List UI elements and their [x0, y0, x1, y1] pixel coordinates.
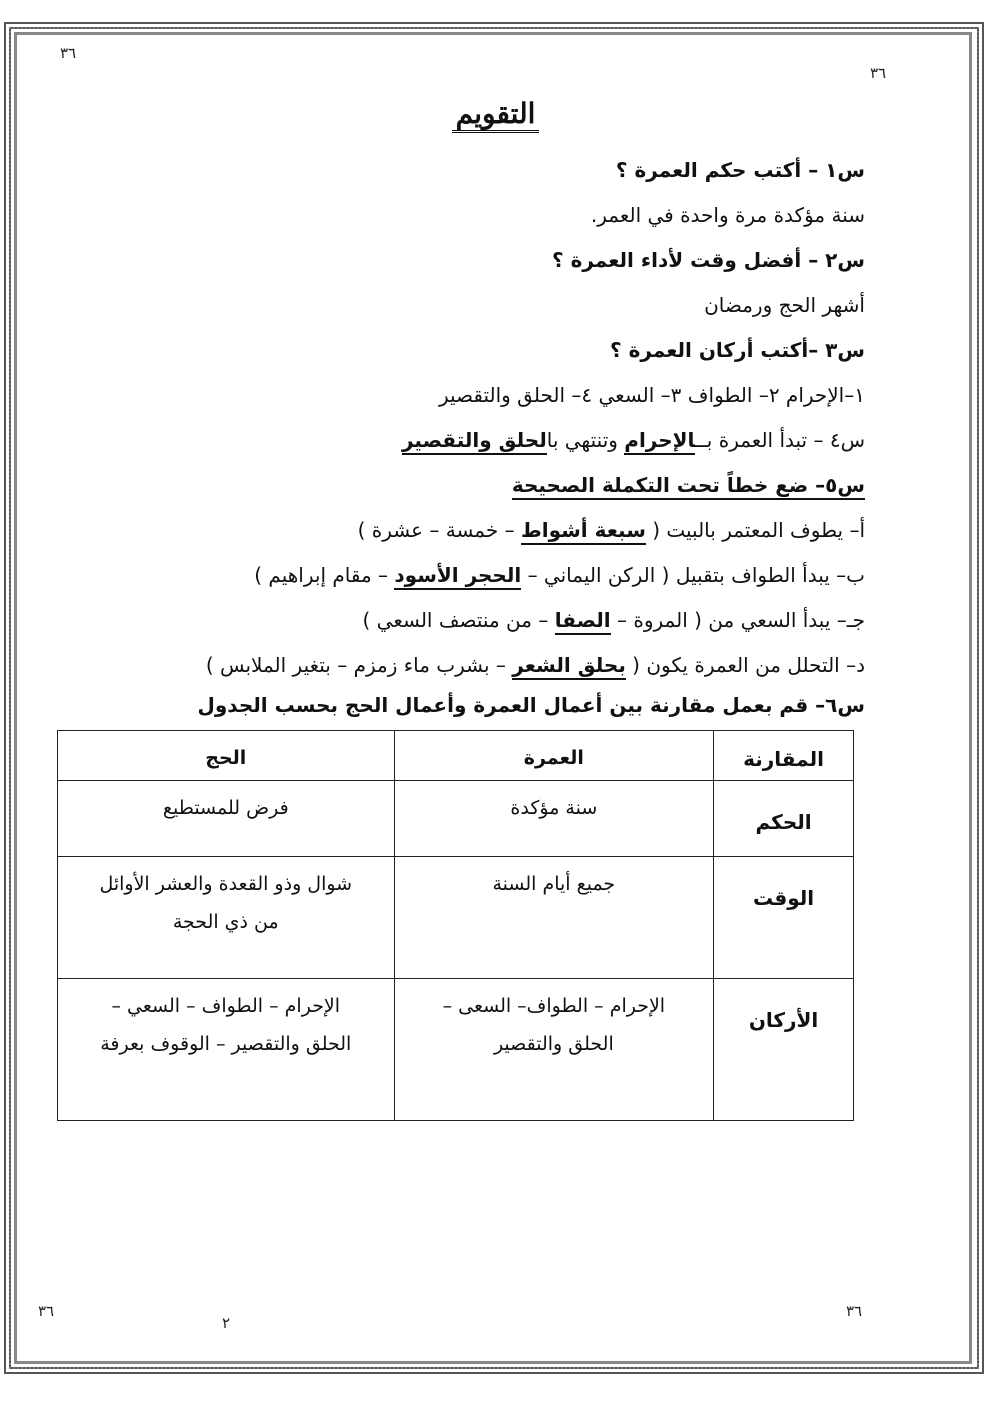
correct-choice: بحلق الشعر [512, 653, 626, 680]
correct-choice: الحجر الأسود [394, 563, 521, 590]
question-3: س٣ –أكتب أركان العمرة ؟ [610, 338, 865, 362]
umrah-cell: جميع أيام السنة [394, 857, 714, 979]
umrah-cell: سنة مؤكدة [394, 781, 714, 857]
page-number-top-right: ٣٦ [870, 64, 887, 82]
question-5-item-a: أ– يطوف المعتمر بالبيت ( سبعة أشواط – خمسة – عشرة ) [85, 510, 865, 555]
answer-3: ١–الإحرام ٢– الطواف ٣– السعي ٤– الحلق والتقصير [438, 383, 865, 407]
question-6: س٦– قم بعمل مقارنة بين أعمال العمرة وأعمال الحج بحسب الجدول [197, 693, 865, 717]
row-label: الأركان [714, 979, 854, 1121]
hajj-cell: الإحرام – الطواف – السعي – الحلق والتقصير – الوقوف بعرفة [58, 979, 395, 1121]
page-number-bottom-left: ٣٦ [38, 1302, 55, 1320]
comparison-table [57, 730, 854, 1121]
table-header-row [58, 731, 854, 781]
blank-answer-2: لحلق والتقصير [402, 428, 547, 455]
hajj-cell: فرض للمستطيع [58, 781, 395, 857]
row-label: الوقت [714, 857, 854, 979]
umrah-cell: الإحرام – الطواف– السعى – الحلق والتقصير [394, 979, 714, 1121]
page-title: التقويم [0, 97, 991, 130]
hajj-cell: شوال وذو القعدة والعشر الأوائل من ذي الحجة [58, 857, 395, 979]
question-5: س٥– ضع خطاً تحت التكملة الصحيحة [85, 465, 865, 510]
question-2: س٢ – أفضل وقت لأداء العمرة ؟ [552, 248, 865, 272]
question-1: س١ – أكتب حكم العمرة ؟ [615, 158, 865, 182]
answer-1: سنة مؤكدة مرة واحدة في العمر. [590, 203, 865, 227]
question-5-item-c: جـ– يبدأ السعي من ( المروة – الصفا – من منتصف السعي ) [85, 600, 865, 645]
correct-choice: سبعة أشواط [521, 518, 646, 545]
page-number-top-left: ٣٦ [60, 44, 77, 62]
table-row [58, 781, 854, 857]
question-5-item-b: ب– يبدأ الطواف بتقبيل ( الركن اليماني – الحجر الأسود – مقام إبراهيم ) [85, 555, 865, 600]
question-5-item-d: د– التحلل من العمرة يكون ( بحلق الشعر – بشرب ماء زمزم – بتغير الملابس ) [85, 645, 865, 690]
blank-answer-1: الإحرام [624, 428, 695, 455]
page-number-bottom-right: ٣٦ [846, 1302, 863, 1320]
question-4: س٤ – تبدأ العمرة بــالإحرام وتنتهي بالحلق والتقصير [85, 420, 865, 465]
correct-choice: الصفا [555, 608, 611, 635]
answer-2: أشهر الحج ورمضان [704, 293, 865, 317]
header-umrah: العمرة [394, 731, 714, 781]
header-hajj: الحج [58, 731, 395, 781]
page-number-bottom-center: ٢ [222, 1314, 231, 1332]
header-comparison: المقارنة [714, 731, 854, 781]
row-label: الحكم [714, 781, 854, 857]
table-row [58, 979, 854, 1121]
table-row [58, 857, 854, 979]
questions-section [85, 150, 865, 725]
